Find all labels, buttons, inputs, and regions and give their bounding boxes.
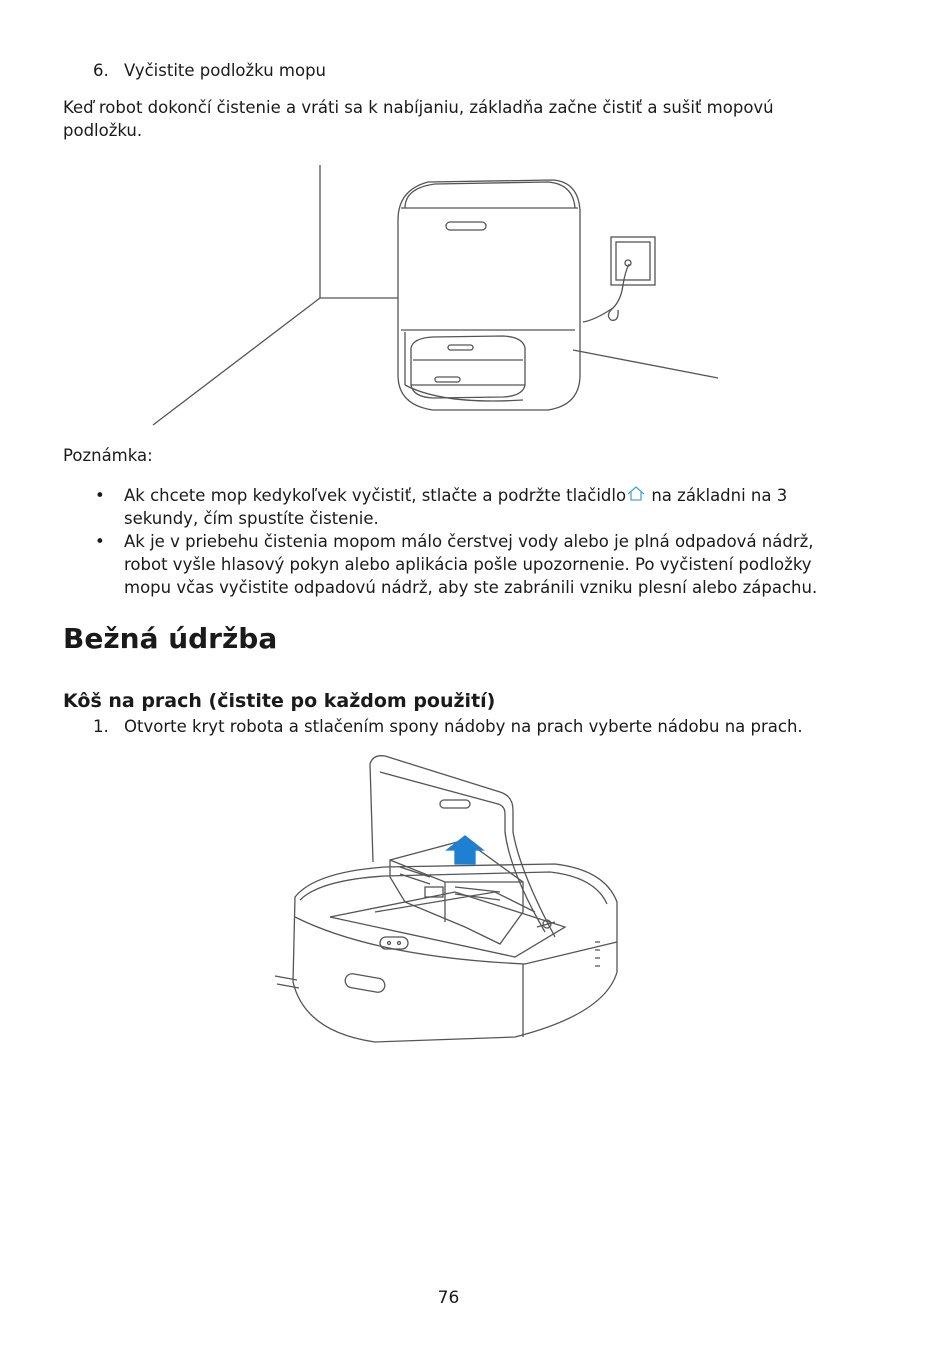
step-number: 1. (93, 717, 109, 736)
intro-paragraph: Keď robot dokončí čistenie a vráti sa k nabíjaniu, základňa začne čistiť a sušiť mopovú podložku. (63, 98, 774, 140)
bullet-text-before: Ak chcete mop kedykoľvek vyčistiť, stlačte a podržte tlačidlo (124, 486, 627, 505)
bullet-dot: • (95, 532, 105, 551)
section-heading: Bežná údržba (63, 622, 278, 655)
bullet-dot: • (95, 486, 105, 505)
bullet-text: Ak je v priebehu čistenia mopom málo čerstvej vody alebo je plná odpadová nádrž, robot vyšle hlasový pokyn alebo aplikácia pošle upozornenie. Po vyčistení podložky mopu včas vyčistite odpadovú nádrž, aby ste zabránili vzniku plesní alebo zápachu. (124, 532, 818, 597)
note-list (95, 484, 855, 599)
step-text: Vyčistite podložku mopu (124, 61, 327, 80)
note-label: Poznámka: (63, 446, 153, 465)
base-station-illustration (143, 160, 743, 430)
step-1 (93, 715, 803, 738)
step-6 (93, 59, 326, 82)
list-item (95, 530, 855, 599)
bullet-text-after: na základni na 3 sekundy, čím spustíte čistenie. (124, 486, 788, 528)
step-text: Otvorte kryt robota a stlačením spony nádoby na prach vyberte nádobu na prach. (124, 717, 803, 736)
page-number: 76 (437, 1288, 460, 1308)
home-button-icon (626, 485, 646, 503)
list-item (95, 484, 855, 530)
step-number: 6. (93, 61, 109, 80)
robot-dustbin-illustration (255, 752, 645, 1064)
subsection-heading: Kôš na prach (čistite po každom použití) (63, 690, 496, 712)
